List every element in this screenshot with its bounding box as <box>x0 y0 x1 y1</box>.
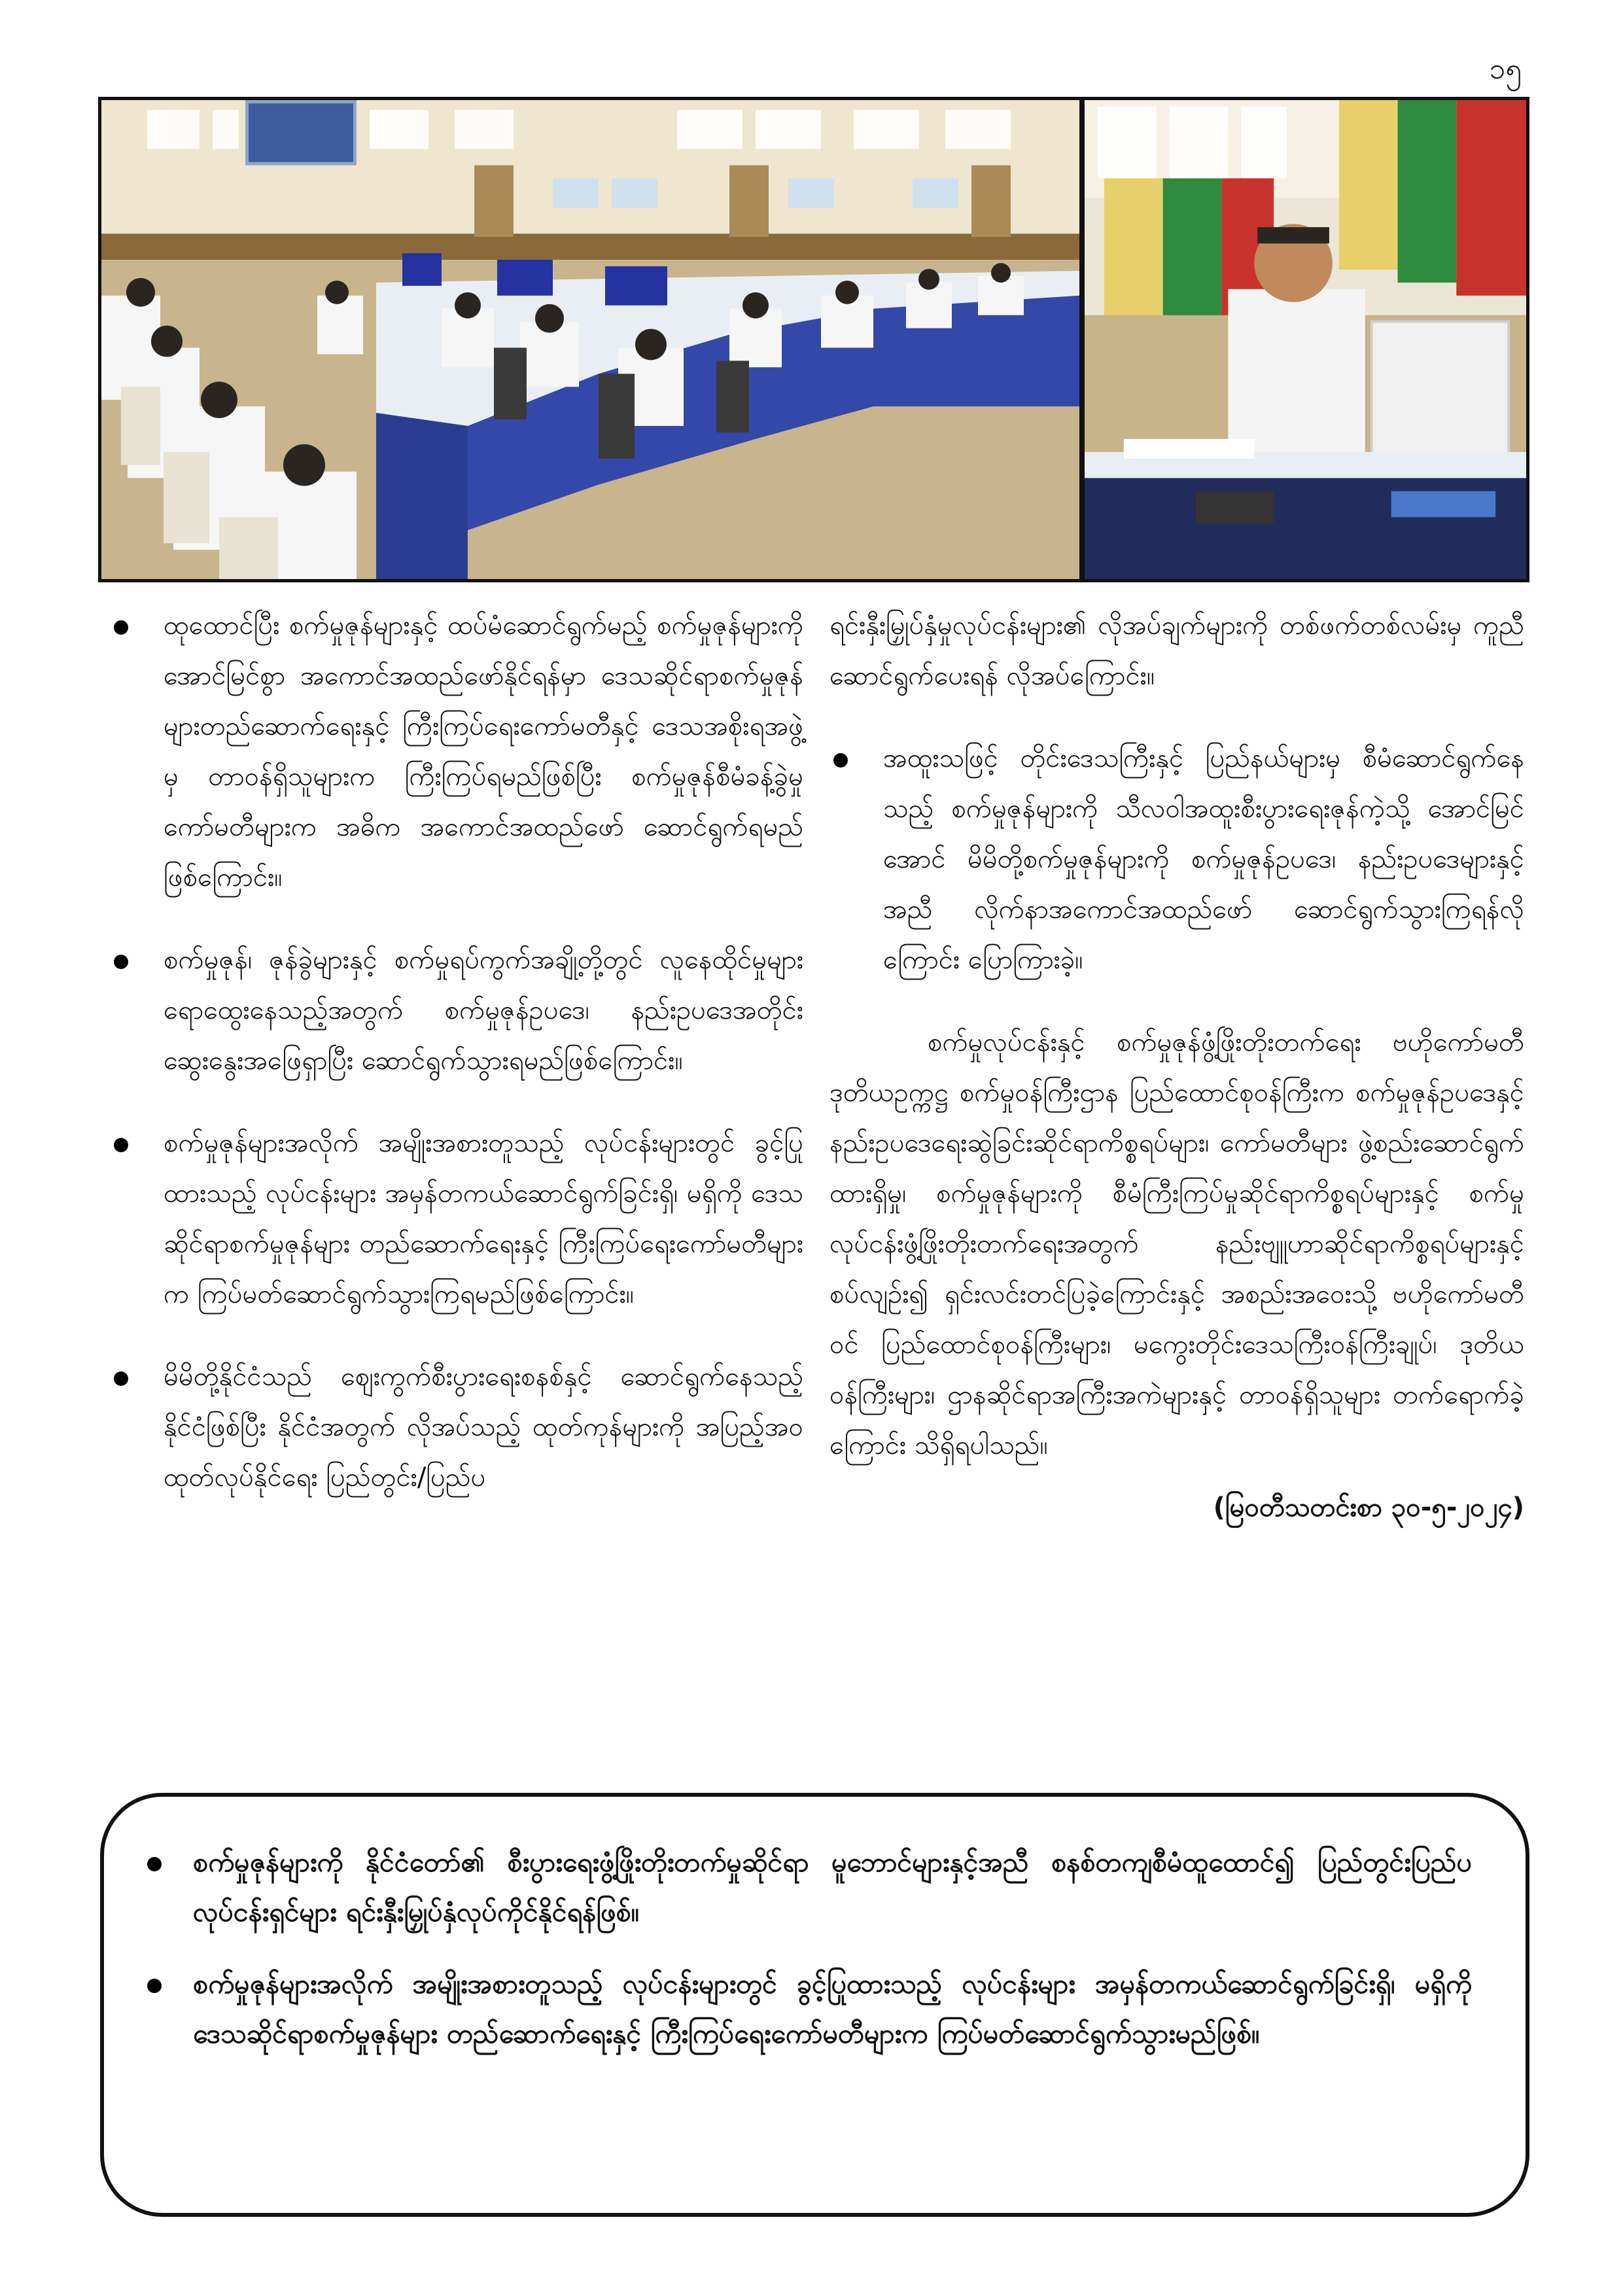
speaker-illustration <box>1085 100 1526 579</box>
page-number: ၁၅ <box>1489 52 1522 86</box>
summary-bullet: စက်မှုဇုန်များအလိုက် အမျိုးအစားတူသည့် လုပ်ငန်းများတွင် ခွင့်ပြုထားသည့် လုပ်ငန်းများ အမှန်တကယ်ဆောင်ရွက်ခြင်းရှိ၊ မရှိကို ဒေသဆိုင်ရာစက်မှုဇုန်များ တည်ဆောက်ရေးနှင့် ကြီးကြပ်ရေးကော်မတီများက ကြပ်မတ်ဆောင်ရွက်သွားမည်ဖြစ်။ <box>141 1959 1472 2058</box>
summary-bullet: စက်မှုဇုန်များကို နိုင်ငံတော်၏ စီးပွားရေးဖွံ့ဖြိုးတိုးတက်မှုဆိုင်ရာ မူဘောင်များနှင့်အညီ စနစ်တကျစီမံထူထောင်၍ ပြည်တွင်းပြည်ပလုပ်ငန်းရှင်များ ရင်းနှီးမြှုပ်နှံလုပ်ကိုင်နိုင်ရန်ဖြစ်။ <box>141 1837 1472 1937</box>
bullet-paragraph: ထုထောင်ပြီး စက်မှုဇုန်များနှင့် ထပ်မံဆောင်ရွက်မည့် စက်မှုဇုန်များကို အောင်မြင်စွာ အကောင်အထည်ဖော်နိုင်ရန်မှာ ဒေသဆိုင်ရာစက်မှုဇုန်များတည်ဆောက်ရေးနှင့် ကြီးကြပ်ရေးကော်မတီနှင့် ဒေသအစိုးရအဖွဲ့မှ တာဝန်ရှိသူများက ကြီးကြပ်ရမည်ဖြစ်ပြီး စက်မှုဇုန်စီမံခန့်ခွဲမှုကော်မတီများက အဓိက အကောင်အထည်ဖော် ဆောင်ရွက်ရမည်ဖြစ်ကြောင်း။ <box>110 601 803 903</box>
body-paragraph: စက်မှုလုပ်ငန်းနှင့် စက်မှုဇုန်ဖွံ့ဖြိုးတိုးတက်ရေး ဗဟိုကော်မတီ ဒုတိယဥက္ကဋ္ဌ စက်မှုဝန်ကြီးဌာန ပြည်ထောင်စုဝန်ကြီးက စက်မှုဇုန်ဥပဒေနှင့် နည်းဥပဒေရေးဆွဲခြင်းဆိုင်ရာကိစ္စရပ်များ၊ ကော်မတီများ ဖွဲ့စည်းဆောင်ရွက်ထားရှိမှု၊ စက်မှုဇုန်များကို စီမံကြီးကြပ်မှုဆိုင်ရာကိစ္စရပ်များနှင့် စက်မှုလုပ်ငန်းဖွံ့ဖြိုးတိုးတက်ရေးအတွက် နည်းဗျူဟာဆိုင်ရာကိစ္စရပ်များနှင့်စပ်လျဉ်း၍ ရှင်းလင်းတင်ပြခဲ့ကြောင်းနှင့် အစည်းအဝေးသို့ ဗဟိုကော်မတီဝင် ပြည်ထောင်စုဝန်ကြီးများ၊ မကွေးတိုင်းဒေသကြီးဝန်ကြီးချုပ်၊ ဒုတိယဝန်ကြီးများ၊ ဌာနဆိုင်ရာအကြီးအကဲများနှင့် တာဝန်ရှိသူများ တက်ရောက်ခဲ့ကြောင်း သိရှိရပါသည်။ <box>829 1027 1524 1460</box>
bullet-paragraph: စက်မှုဇုန်၊ ဇုန်ခွဲများနှင့် စက်မှုရပ်ကွက်အချို့တို့တွင် လူနေထိုင်မှုများ ရောထွေးနေသည့်အတွက် စက်မှုဇုန်ဥပဒေ၊ နည်းဥပဒေအတိုင်း ဆွေးနွေးအဖြေရှာပြီး ဆောင်ရွက်သွားရမည်ဖြစ်ကြောင်း။ <box>110 935 803 1086</box>
bullet-paragraph: စက်မှုဇုန်များအလိုက် အမျိုးအစားတူသည့် လုပ်ငန်းများတွင် ခွင့်ပြုထားသည့် လုပ်ငန်းများ အမှန်တကယ်ဆောင်ရွက်ခြင်းရှိ၊ မရှိကို ဒေသဆိုင်ရာစက်မှုဇုန်များ တည်ဆောက်ရေးနှင့် ကြီးကြပ်ရေးကော်မတီများက ကြပ်မတ်ဆောင်ရွက်သွားကြရမည်ဖြစ်ကြောင်း။ <box>110 1118 803 1320</box>
continued-bullet-text: ရင်းနှီးမြှုပ်နှံမှုလုပ်ငန်းများ၏ လိုအပ်ချက်များကို တစ်ဖက်တစ်လမ်းမှ ကူညီဆောင်ရွက်ပေးရန် လိုအပ်ကြောင်း။ <box>829 610 1524 691</box>
meeting-hall-illustration <box>101 100 1079 579</box>
speaker-photo <box>1085 100 1526 579</box>
bullet-paragraph: မိမိတို့နိုင်ငံသည် ဈေးကွက်စီးပွားရေးစနစ်နှင့် ဆောင်ရွက်နေသည့် နိုင်ငံဖြစ်ပြီး နိုင်ငံအတွက် လိုအပ်သည့် ထုတ်ကုန်များကို အပြည့်အဝထုတ်လုပ်နိုင်ရေး ပြည်တွင်း/ပြည်ပ <box>110 1352 803 1503</box>
bullet-paragraph: အထူးသဖြင့် တိုင်းဒေသကြီးနှင့် ပြည်နယ်များမှ စီမံဆောင်ရွက်နေသည့် စက်မှုဇုန်များကို သီလဝါအထူးစီးပွားရေးဇုန်ကဲ့သို့ အောင်မြင်အောင် မိမိတို့စက်မှုဇုန်များကို စက်မှုဇုန်ဥပဒေ၊ နည်းဥပဒေများနှင့်အညီ လိုက်နာအကောင်အထည်ဖော် ဆောင်ရွက်သွားကြရန်လိုကြောင်း ပြောကြားခဲ့။ <box>829 733 1524 985</box>
meeting-hall-photo <box>101 100 1079 579</box>
right-column <box>829 601 1524 1533</box>
photo-collage <box>98 97 1529 582</box>
left-column <box>110 601 803 1535</box>
source-citation: (မြဝတီသတင်းစာ ၃၀-၅-၂၀၂၄) <box>1213 1492 1524 1523</box>
summary-box <box>100 1793 1529 2217</box>
